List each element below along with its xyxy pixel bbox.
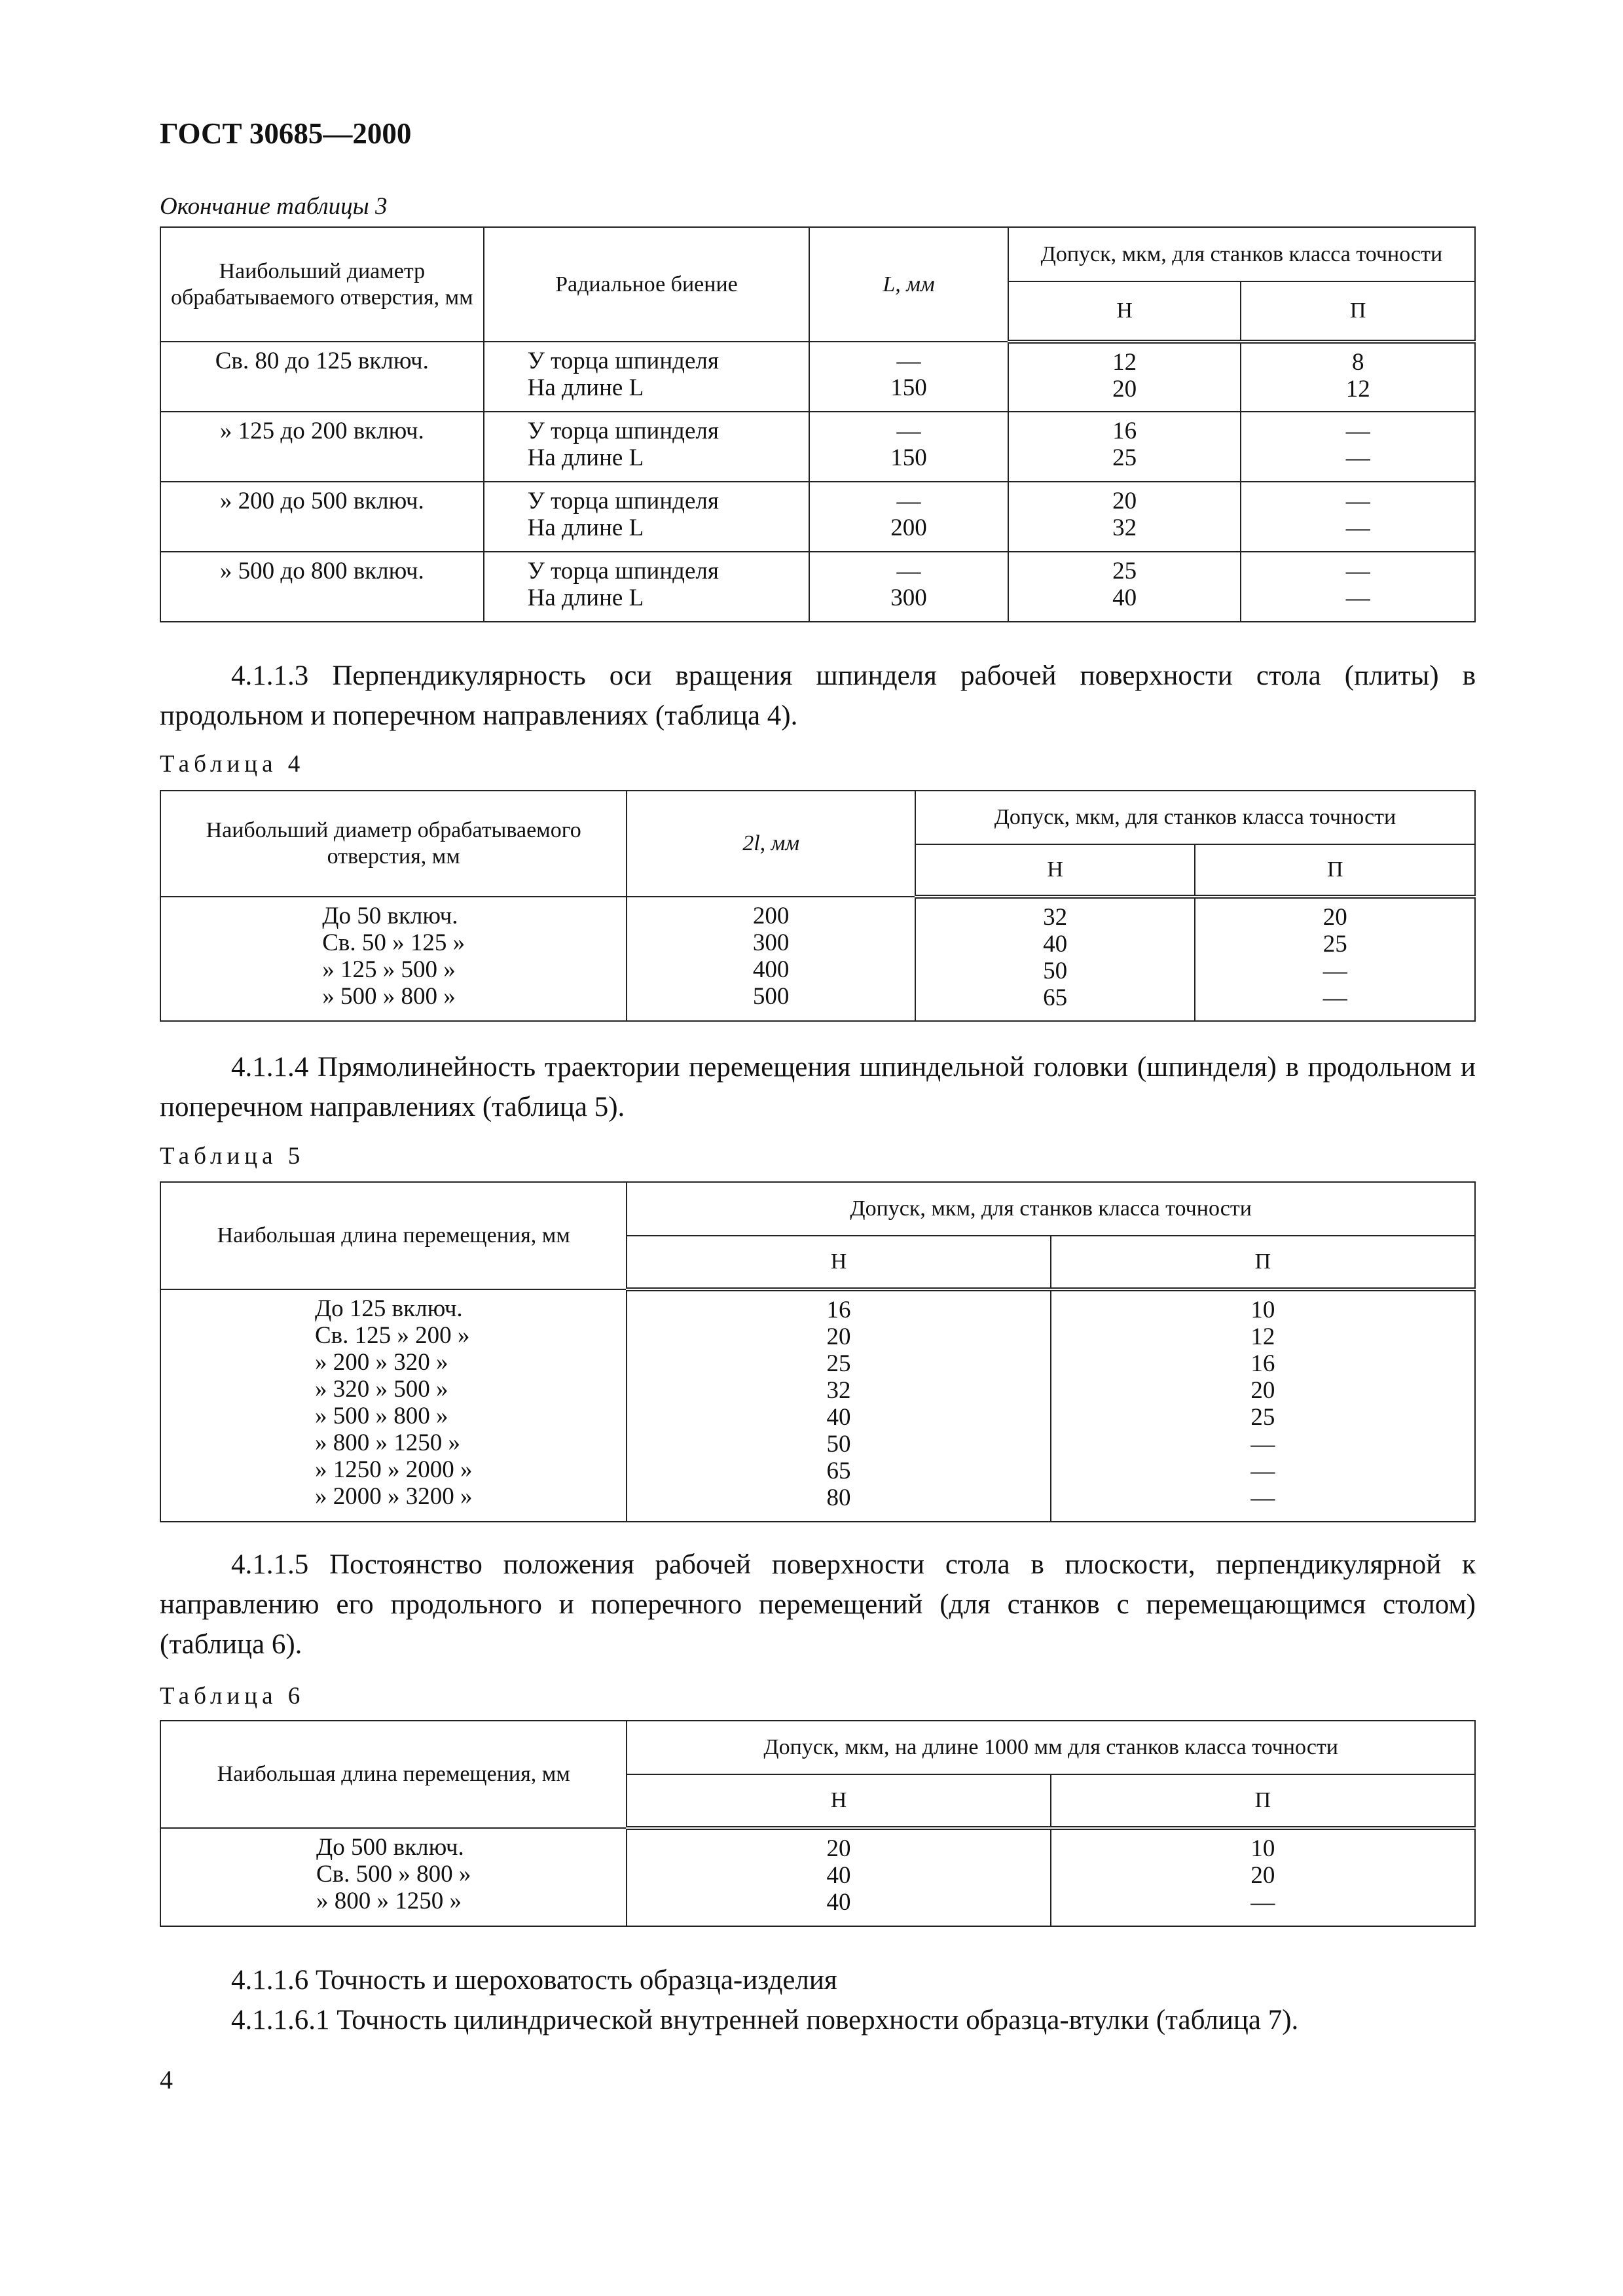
range-cell: » 500 до 800 включ. [160,552,484,622]
table3-col-runout: Радиальное биение [484,227,810,342]
document-header: ГОСТ 30685—2000 [160,117,412,150]
range-cell: » 125 до 200 включ. [160,412,484,482]
length-cell: 200 300 400 500 [627,897,915,1021]
table3-caption: Окончание таблицы 3 [160,193,388,220]
runout-cell: У торца шпинделя На длине L [484,342,810,412]
table-6 [160,1720,1476,1927]
table6-caption: Таблица 6 [160,1683,305,1710]
table-row [160,897,1475,1021]
table5-col-tolerance: Допуск, мкм, для станков класса точности [627,1182,1475,1236]
range-cell: » 200 до 500 включ. [160,482,484,552]
class-h-cell: 16 20 25 32 40 50 65 80 [627,1289,1050,1522]
runout-cell: У торца шпинделя На длине L [484,552,810,622]
class-p-cell: — — [1241,482,1475,552]
table-row [160,482,1475,552]
class-h-cell: 16 25 [1008,412,1241,482]
table-row [160,342,1475,412]
class-h-cell: 32 40 50 65 [915,897,1195,1021]
range-cell: Св. 80 до 125 включ. [160,342,484,412]
class-h-cell: 12 20 [1008,342,1241,412]
length-cell: — 200 [809,482,1008,552]
table-row [160,552,1475,622]
table4-class-p: П [1195,844,1475,897]
class-p-cell: 10 20 — [1051,1828,1475,1926]
table6-class-p: П [1051,1774,1475,1828]
length-cell: — 150 [809,412,1008,482]
table3-class-h: Н [1008,281,1241,342]
table3-col-tolerance: Допуск, мкм, для станков класса точности [1008,227,1475,281]
table6-col-tolerance: Допуск, мкм, на длине 1000 мм для станков класса точности [627,1721,1475,1774]
table6-class-h: Н [627,1774,1050,1828]
table3-class-p: П [1241,281,1475,342]
paragraph-4-1-1-3: 4.1.1.3 Перпендикулярность оси вращения шпинделя рабочей поверхности стола (плиты) в продольном и поперечном направлениях (таблица 4). [160,660,1476,731]
range-cell: До 125 включ. Св. 125 » 200 » » 200 » 320 » » 320 » 500 » » 500 » 800 » » 800 » 1250 » » 1250 » 2000 » » 2000 » 3200 » [160,1289,627,1522]
table5-caption: Таблица 5 [160,1143,305,1170]
table5-class-p: П [1051,1236,1475,1289]
table4-col-2l: 2l, мм [627,791,915,897]
class-p-cell: 10 12 16 20 25 — — — [1051,1289,1475,1522]
class-h-cell: 25 40 [1008,552,1241,622]
table3-col-length: L, мм [809,227,1008,342]
table4-caption: Таблица 4 [160,751,305,778]
table-3 [160,226,1476,622]
class-p-cell: — — [1241,412,1475,482]
table-4 [160,790,1476,1022]
table6-col-length: Наибольшая длина перемещения, мм [160,1721,627,1828]
table-row [160,1828,1475,1926]
paragraph-4-1-1-6-1: 4.1.1.6.1 Точность цилиндрической внутренней поверхности образца-втулки (таблица 7). [231,2005,1299,2036]
runout-cell: У торца шпинделя На длине L [484,412,810,482]
table5-col-length: Наибольшая длина перемещения, мм [160,1182,627,1289]
class-p-cell: 8 12 [1241,342,1475,412]
class-h-cell: 20 40 40 [627,1828,1050,1926]
paragraph-4-1-1-5: 4.1.1.5 Постоянство положения рабочей поверхности стола в плоскости, перпендикулярной к направлению его продольного и поперечного перемещений (для станков с перемещающимся столом) (таблица 6). [160,1549,1476,1660]
runout-cell: У торца шпинделя На длине L [484,482,810,552]
class-p-cell: 20 25 — — [1195,897,1475,1021]
table4-col-diameter: Наибольший диаметр обрабатываемого отверстия, мм [160,791,627,897]
table-row [160,412,1475,482]
table3-col-diameter: Наибольший диаметр обрабатываемого отверстия, мм [160,227,484,342]
length-cell: — 150 [809,342,1008,412]
paragraph-4-1-1-6: 4.1.1.6 Точность и шероховатость образца-изделия [231,1965,837,1996]
page-number: 4 [160,2065,173,2094]
paragraph-4-1-1-4: 4.1.1.4 Прямолинейность траектории перемещения шпиндельной головки (шпинделя) в продольном и поперечном направлениях (таблица 5). [160,1052,1476,1122]
table-5 [160,1181,1476,1522]
range-cell: До 50 включ. Св. 50 » 125 » » 125 » 500 » » 500 » 800 » [160,897,627,1021]
table5-class-h: Н [627,1236,1050,1289]
class-h-cell: 20 32 [1008,482,1241,552]
range-cell: До 500 включ. Св. 500 » 800 » » 800 » 1250 » [160,1828,627,1926]
table4-col-tolerance: Допуск, мкм, для станков класса точности [915,791,1475,844]
table4-class-h: Н [915,844,1195,897]
table-row [160,1289,1475,1522]
length-cell: — 300 [809,552,1008,622]
class-p-cell: — — [1241,552,1475,622]
